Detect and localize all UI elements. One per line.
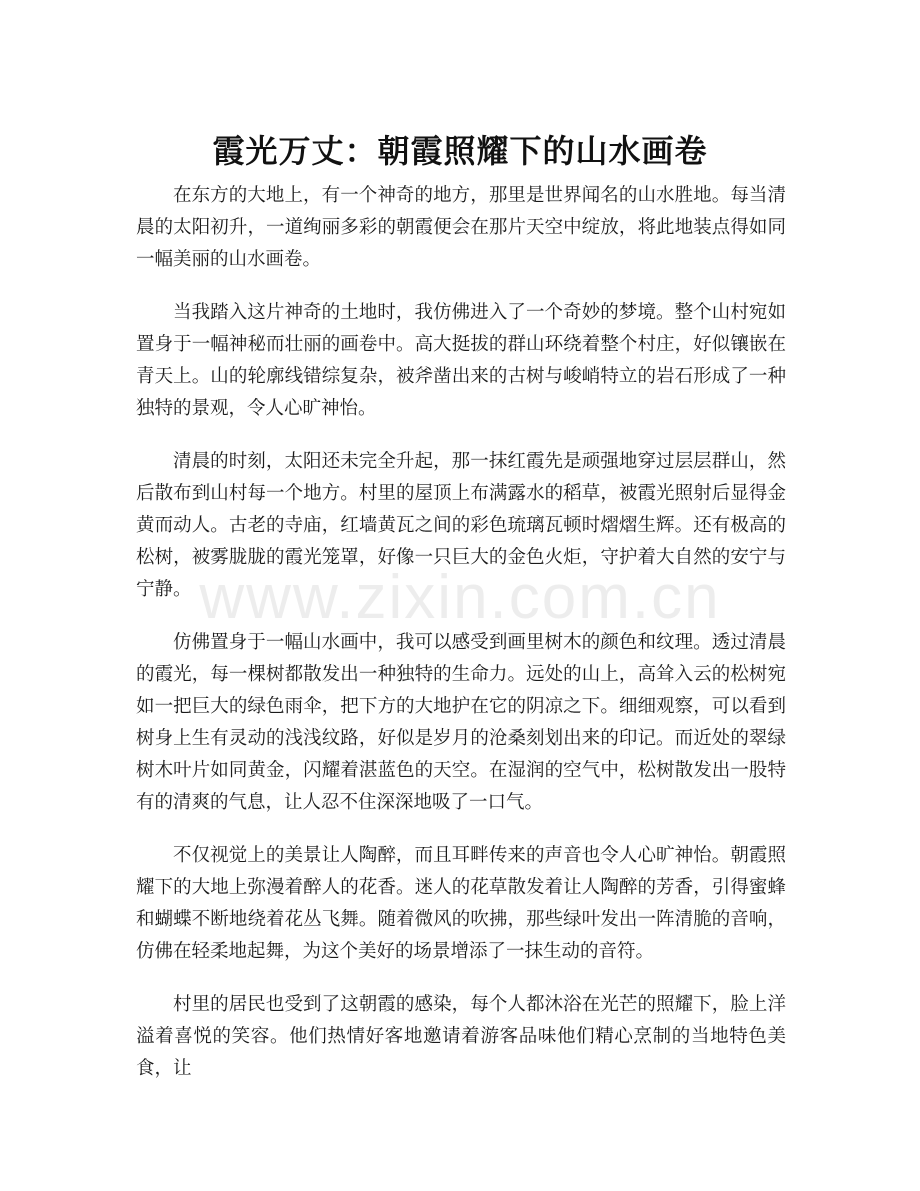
watermark: www.zixin.com.cn [199, 563, 721, 632]
paragraph: 在东方的大地上，有一个神奇的地方，那里是世界闻名的山水胜地。每当清晨的太阳初升，一道绚丽多彩的朝霞便会在那片天空中绽放，将此地装点得如同一幅美丽的山水画卷。 [136, 185, 786, 270]
paragraph: 不仅视觉上的美景让人陶醉，而且耳畔传来的声音也令人心旷神怡。朝霞照耀下的大地上弥漫着醉人的花香。迷人的花草散发着让人陶醉的芳香，引得蜜蜂和蝴蝶不断地绕着花丛飞舞。随着微风的吹拂，那些绿叶发出一阵清脆的音响，仿佛在轻柔地起舞，为这个美好的场景增添了一抹生动的音符。 [136, 845, 786, 962]
document-body [136, 180, 786, 1106]
paragraph: 仿佛置身于一幅山水画中，我可以感受到画里树木的颜色和纹理。透过清晨的霞光，每一棵树都散发出一种独特的生命力。远处的山上，高耸入云的松树宛如一把巨大的绿色雨伞，把下方的大地护在它的阴凉之下。细细观察，可以看到树身上生有灵动的浅浅纹路，好似是岁月的沧桑刻划出来的印记。而近处的翠绿树木叶片如同黄金，闪耀着湛蓝色的天空。在湿润的空气中，松树散发出一股特有的清爽的气息，让人忍不住深深地吸了一口气。 [136, 632, 786, 813]
paragraph: 村里的居民也受到了这朝霞的感染，每个人都沐浴在光芒的照耀下，脸上洋溢着喜悦的笑容。他们热情好客地邀请着游客品味他们精心烹制的当地特色美食，让 [136, 994, 786, 1079]
paragraph: 当我踏入这片神奇的土地时，我仿佛进入了一个奇妙的梦境。整个山村宛如置身于一幅神秘而壮丽的画卷中。高大挺拔的群山环绕着整个村庄，好似镶嵌在青天上。山的轮廓线错综复杂，被斧凿出来的古树与峻峭特立的岩石形成了一种独特的景观，令人心旷神怡。 [136, 302, 786, 419]
paragraph: 清晨的时刻，太阳还未完全升起，那一抹红霞先是顽强地穿过层层群山，然后散布到山村每一个地方。村里的屋顶上布满露水的稻草，被霞光照射后显得金黄而动人。古老的寺庙，红墙黄瓦之间的彩色琉璃瓦顿时熠熠生辉。还有极高的松树，被雾胧胧的霞光笼罩，好像一只巨大的金色火炬，守护着大自然的安宁与宁静。 [136, 451, 786, 600]
document-title: 霞光万丈：朝霞照耀下的山水画卷 [212, 132, 708, 171]
